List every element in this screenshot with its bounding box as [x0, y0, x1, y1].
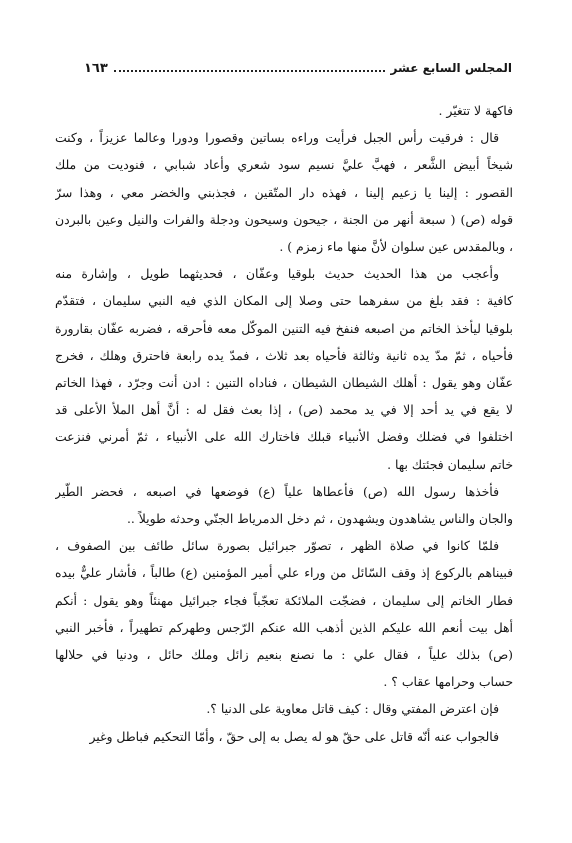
- text-line: عفّان وهو يقول : أهلك الشيطان الشيطان ، فناداه التنين : ادن أنت وجرّد ، فهذا الخاتم: [55, 375, 513, 391]
- paragraph: [55, 97, 513, 124]
- text-line: قال : فرقيت رأس الجبل فرأيت وراءه بساتين وقصورا ودورا وعالما عزيزاً ، وكنت: [55, 130, 499, 146]
- text-line: فأخذها رسول الله (ص) فأعطاها علياً (ع) فوضعها في اصبعه ، فحضر الطّير: [55, 483, 499, 499]
- text-line: بلوقيا ليأخذ الخاتم من اصبعه فنفخ فيه التنين الموكّل معه فأحرقه ، فضربه عفّان بقارورة: [55, 320, 513, 336]
- chapter-title: المجلس السابع عشر: [390, 61, 512, 75]
- paragraph: [55, 695, 513, 722]
- text-line: خاتم سليمان فجئتك بها .: [387, 456, 513, 472]
- text-line: قوله (ص) ( سبعة أنهر من الجنة ، جيحون وسيحون ودجلة والفرات والنيل وعين بالبردن: [55, 211, 513, 227]
- dotted-leader: [114, 70, 385, 72]
- body-text: [55, 97, 513, 750]
- text-line: القصور : إلينا يا زعيم إلينا ، فهذه دار المتّقين ، فجذبني والخضر معي ، وهذا سرّ: [55, 184, 513, 200]
- text-line: فإن اعترض المفتي وقال : كيف قاتل معاوية على الدنيا ؟.: [206, 701, 499, 717]
- paragraph: [55, 532, 513, 695]
- text-line: والجان والناس يشاهدون ويشهدون ، ثم دخل الدمرياط الجنّي وحدثه طويلاً ..: [126, 511, 513, 527]
- text-line: فطار الخاتم إلى سليمان ، فضجّت الملائكة تعجّباً فجاء جبرائيل مهنئاً وهو يقول : أنكم: [55, 592, 513, 608]
- text-line: فأحياه ، ثمّ مدّ يده ثانية وثالثة فأحياه بعد ثلاث ، فمدّ يده رابعة فاحترق وهلك ، فخرج: [55, 347, 513, 363]
- text-line: كافية : فقد بلغ من سفرهما حتى وصلا إلى المكان الذي فيه النبي سليمان ، فتقدّم: [55, 293, 513, 309]
- page-number: ١٦٣: [84, 60, 108, 76]
- text-line: حساب وحرامها عقاب ؟ .: [383, 674, 513, 690]
- text-line: فاكهة لا تتغيّر .: [438, 103, 513, 118]
- text-line: وأعجب من هذا الحديث حديث بلوقيا وعفّان ، فحديثهما طويل ، وإشارة منه: [55, 266, 499, 282]
- paragraph: [55, 124, 513, 260]
- paragraph: [55, 260, 513, 478]
- text-line: فلمّا كانوا في صلاة الظهر ، تصوّر جبرائيل بصورة سائل طائف بين الصفوف ،: [55, 538, 499, 554]
- paragraph: [55, 478, 513, 532]
- text-line: شيخاً أبيض الشَّعر ، فهبَّ عليَّ نسيم سود شعري وأعاد شبابي ، فنوديت من ملك: [55, 157, 513, 173]
- text-line: (ص) بذلك علياً ، فقال علي : ما نصنع بنعيم زائل وملك حائل ، ودنيا في حلالها: [55, 647, 513, 663]
- running-header: [84, 57, 512, 79]
- text-line: فالجواب عنه أنّه قاتل على حقّ هو له يصل به إلى حقّ ، وأمّا التحكيم فباطل وغير: [89, 728, 499, 744]
- text-line: ، وبالمقدس عين سلوان لأنَّ منها ماء زمزم ) .: [279, 239, 513, 255]
- text-line: اختلفوا في فضلك وفضل الأنبياء قبلك فاختارك الله على الأنبياء ، ثمّ أمرني فنزعت: [55, 429, 513, 445]
- paragraph: [55, 723, 513, 750]
- text-line: لا يقع في يد أحد إلا في يد محمد (ص) ، إذا بعث فقل له : أنَّ أهل الملأ الأعلى قد: [55, 402, 513, 418]
- text-line: أهل بيت أنعم الله عليكم الذين أذهب الله عنكم الرّجس وطهركم تطهيراً ، فأخبر النبي: [55, 619, 513, 635]
- text-line: فبيناهم بالركوع إذ وقف السّائل من وراء علي أمير المؤمنين (ع) طالباً ، فأشار عليٌّ بيده: [55, 565, 513, 581]
